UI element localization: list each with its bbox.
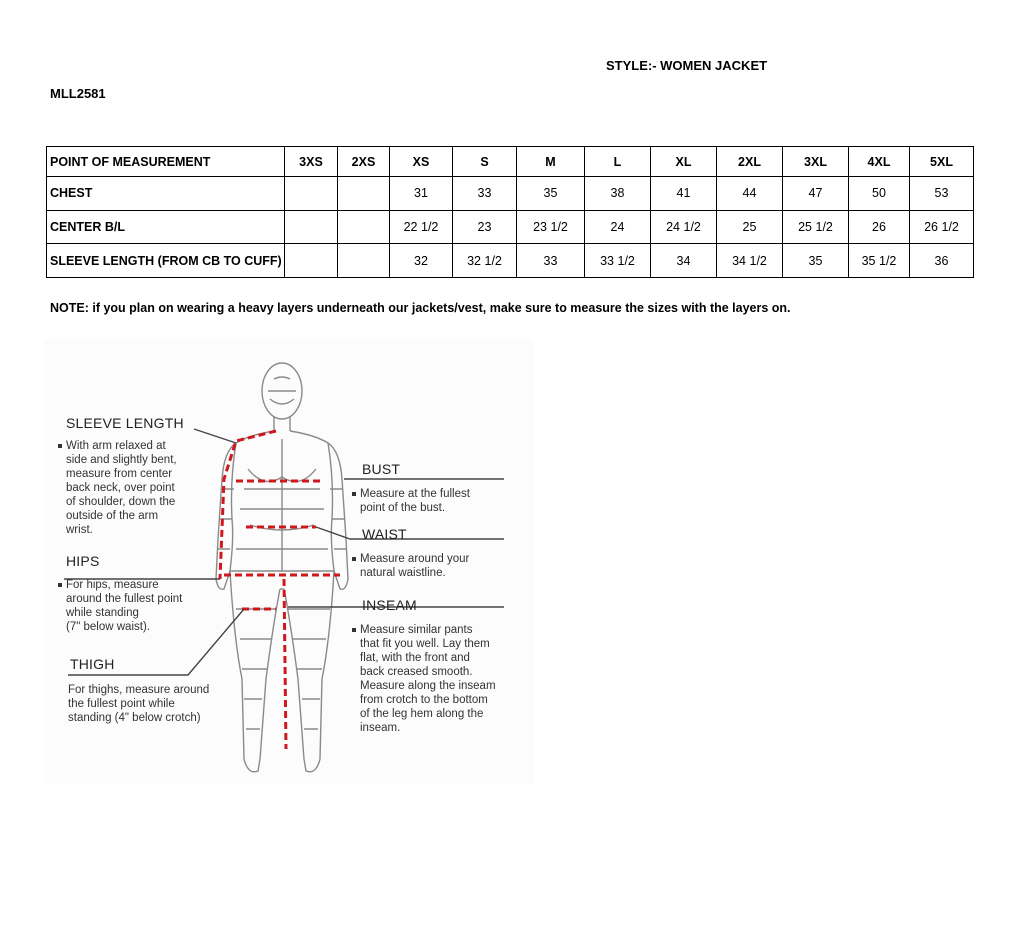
table-cell: 35: [783, 244, 849, 278]
header-cell: 3XL: [783, 147, 849, 177]
table-cell: 33: [453, 177, 517, 211]
thigh-title: THIGH: [70, 656, 115, 672]
table-cell: 35: [517, 177, 585, 211]
table-row: [47, 244, 974, 278]
layering-note: NOTE: if you plan on wearing a heavy layers underneath our jackets/vest, make sure to measure the sizes with the layers on.: [50, 301, 791, 315]
table-cell: [285, 210, 338, 244]
bust-desc: Measure at the fullest point of the bust.: [352, 487, 522, 515]
table-cell: 50: [849, 177, 910, 211]
row-label: CENTER B/L: [47, 210, 285, 244]
table-cell: 34: [651, 244, 717, 278]
bullet-icon: [58, 583, 62, 587]
row-label: SLEEVE LENGTH (FROM CB TO CUFF): [47, 244, 285, 278]
table-cell: 38: [585, 177, 651, 211]
inseam-title: INSEAM: [362, 597, 417, 613]
bust-title: BUST: [362, 461, 401, 477]
table-row: [47, 177, 974, 211]
sleeve-length-title: SLEEVE LENGTH: [66, 415, 184, 431]
header-cell: 5XL: [910, 147, 974, 177]
header-cell: M: [517, 147, 585, 177]
header-cell: L: [585, 147, 651, 177]
table-cell: 31: [390, 177, 453, 211]
bullet-icon: [352, 628, 356, 632]
table-cell: 33 1/2: [585, 244, 651, 278]
table-cell: [338, 177, 390, 211]
table-cell: 32 1/2: [453, 244, 517, 278]
table-cell: 25 1/2: [783, 210, 849, 244]
bullet-icon: [352, 492, 356, 496]
table-row: [47, 210, 974, 244]
waist-title: WAIST: [362, 526, 407, 542]
bullet-icon: [352, 557, 356, 561]
table-cell: 35 1/2: [849, 244, 910, 278]
header-cell: 4XL: [849, 147, 910, 177]
table-cell: 25: [717, 210, 783, 244]
table-cell: 36: [910, 244, 974, 278]
table-cell: 34 1/2: [717, 244, 783, 278]
size-chart-table: [46, 146, 974, 278]
table-cell: 23 1/2: [517, 210, 585, 244]
table-cell: 47: [783, 177, 849, 211]
inseam-line: [284, 579, 286, 749]
table-cell: 26: [849, 210, 910, 244]
table-cell: 24: [585, 210, 651, 244]
table-cell: 53: [910, 177, 974, 211]
table-cell: 23: [453, 210, 517, 244]
row-label: CHEST: [47, 177, 285, 211]
table-cell: [285, 177, 338, 211]
header-cell: 2XS: [338, 147, 390, 177]
header-cell: 2XL: [717, 147, 783, 177]
hips-title: HIPS: [66, 553, 100, 569]
thigh-desc: For thighs, measure around the fullest point while standing (4" below crotch): [68, 684, 210, 724]
hips-desc: For hips, measure around the fullest point while standing (7" below waist).: [58, 578, 228, 634]
table-cell: [338, 210, 390, 244]
style-title: STYLE:- WOMEN JACKET: [606, 58, 768, 73]
bullet-icon: [58, 444, 62, 448]
header-cell: POINT OF MEASUREMENT: [47, 147, 285, 177]
table-cell: 33: [517, 244, 585, 278]
header-cell: 3XS: [285, 147, 338, 177]
table-cell: 32: [390, 244, 453, 278]
table-cell: 26 1/2: [910, 210, 974, 244]
table-cell: 22 1/2: [390, 210, 453, 244]
table-header-row: [47, 147, 974, 177]
table-cell: [338, 244, 390, 278]
table-cell: 44: [717, 177, 783, 211]
style-code: MLL2581: [50, 86, 106, 101]
header-cell: XS: [390, 147, 453, 177]
table-cell: [285, 244, 338, 278]
measurement-guide: [44, 339, 534, 783]
header-cell: XL: [651, 147, 717, 177]
inseam-desc: Measure similar pants that fit you well. Lay them flat, with the front and back creased smooth. Measure along the inseam from crotch to the bottom of the leg hem along the inseam.: [352, 623, 527, 735]
table-cell: 41: [651, 177, 717, 211]
waist-desc: Measure around your natural waistline.: [352, 552, 522, 580]
sleeve-length-desc: With arm relaxed at side and slightly bent, measure from center back neck, over point of shoulder, down the outside of the arm wrist.: [58, 439, 228, 537]
table-cell: 24 1/2: [651, 210, 717, 244]
header-cell: S: [453, 147, 517, 177]
